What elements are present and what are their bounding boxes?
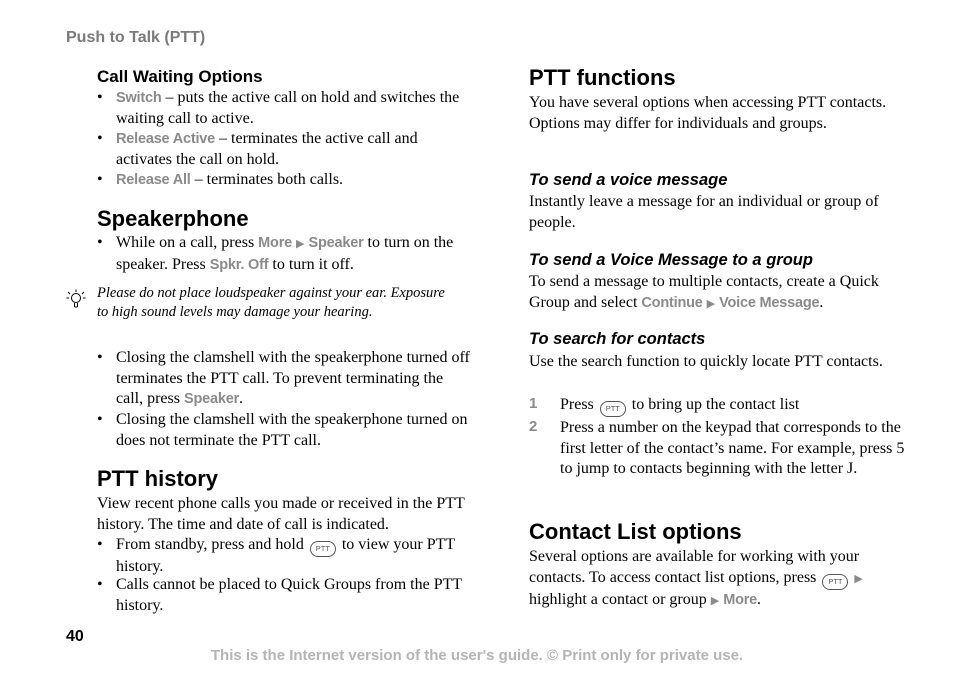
call-waiting-heading: Call Waiting Options xyxy=(97,67,263,86)
tip-lightbulb-icon xyxy=(66,289,86,311)
search-step-1: Press PTT to bring up the contact list xyxy=(560,395,905,417)
contact-list-options-text: Several options are available for working with your contacts. To access contact list options, press PTT ▶ highlight a contact or group ▶ More. xyxy=(529,548,863,608)
section-title: Push to Talk (PTT) xyxy=(66,29,206,46)
arrow-right-icon: ▶ xyxy=(296,238,305,250)
step-number: 2 xyxy=(529,418,538,435)
spkr-off-command: Spkr. Off xyxy=(209,256,269,273)
arrow-right-icon: ▶ xyxy=(710,594,720,607)
ptt-history-item-standby: • From standby, press and hold PTT to view your PTT history. xyxy=(97,536,455,575)
call-waiting-item-switch: • Switch – puts the active call on hold and switches the waiting call to active. xyxy=(97,89,460,127)
arrow-right-icon: ▶ xyxy=(854,572,863,585)
call-waiting-item-release-all: • Release All – terminates both calls. xyxy=(97,171,344,188)
continue-command: Continue xyxy=(641,294,703,311)
release-active-command: Release Active xyxy=(116,131,216,147)
speaker-command: Speaker xyxy=(183,391,240,407)
voice-message-text: Instantly leave a message for an individual or group of people. xyxy=(529,193,879,231)
call-waiting-item-release-active: • Release Active – terminates the active call and activates the call on hold. xyxy=(97,130,418,168)
ptt-history-heading: PTT history xyxy=(97,466,219,491)
ptt-key-icon: PTT xyxy=(600,401,626,417)
search-contacts-heading: To search for contacts xyxy=(529,330,706,348)
voice-group-text: To send a message to multiple contacts, create a Quick Group and select Continue ▶ Voice Message. xyxy=(529,273,879,311)
search-step-2: Press a number on the keypad that corresponds to the first letter of the contact’s name. For example, press 5 to jump to contacts beginning with the letter J. xyxy=(560,419,905,477)
speaker-command: Speaker xyxy=(308,235,364,251)
speakerphone-heading: Speakerphone xyxy=(97,206,249,231)
voice-message-heading: To send a voice message xyxy=(529,171,728,189)
voice-message-command: Voice Message xyxy=(719,294,820,311)
ptt-key-icon: PTT xyxy=(310,541,336,557)
ptt-key-icon: PTT xyxy=(822,574,848,590)
footer-notice: This is the Internet version of the user's guide. © Print only for private use. xyxy=(210,647,744,664)
ptt-functions-heading: PTT functions xyxy=(529,65,676,90)
speakerphone-item-clamshell-on: • Closing the clamshell with the speakerphone turned on does not terminate the PTT call. xyxy=(97,411,468,449)
ptt-functions-intro: You have several options when accessing PTT contacts. Options may differ for individuals and groups. xyxy=(529,94,887,132)
ptt-history-item-quick-groups: • Calls cannot be placed to Quick Groups from the PTT history. xyxy=(97,576,462,614)
voice-group-heading: To send a Voice Message to a group xyxy=(529,251,813,269)
speaker-warning-note: Please do not place loudspeaker against your ear. Exposure to high sound levels may damage your hearing. xyxy=(97,285,445,320)
step-number: 1 xyxy=(529,395,538,412)
release-all-command: Release All xyxy=(116,172,191,188)
switch-command: Switch xyxy=(116,90,162,106)
more-command: More xyxy=(723,591,758,608)
contact-list-options-heading: Contact List options xyxy=(529,519,742,544)
speakerphone-item-turn-on: • While on a call, press More ▶ Speaker to turn on the speaker. Press Spkr. Off to turn it off. xyxy=(97,234,454,273)
page-number: 40 xyxy=(66,628,84,645)
search-contacts-text: Use the search function to quickly locate PTT contacts. xyxy=(529,353,883,370)
arrow-right-icon: ▶ xyxy=(706,297,716,310)
more-command: More xyxy=(258,235,293,251)
speakerphone-item-clamshell-off: • Closing the clamshell with the speakerphone turned off terminates the PTT call. To prevent terminating the call, press Speaker. xyxy=(97,349,470,407)
ptt-history-intro: View recent phone calls you made or received in the PTT history. The time and date of call is indicated. xyxy=(97,495,465,533)
